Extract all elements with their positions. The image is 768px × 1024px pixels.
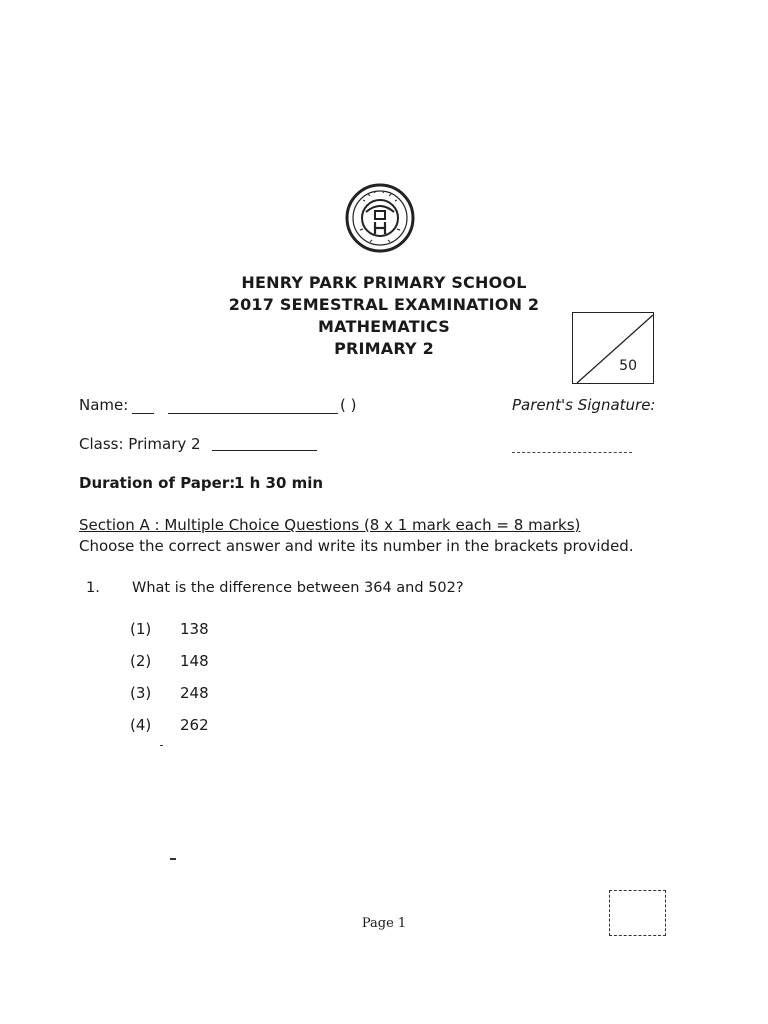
scan-mark xyxy=(160,745,163,746)
index-line[interactable] xyxy=(132,413,154,414)
section-instruction: Choose the correct answer and write its number in the brackets provided. xyxy=(79,537,634,555)
option-label: (3) xyxy=(130,684,152,702)
page-number: Page 1 xyxy=(361,916,407,931)
option-value: 138 xyxy=(180,620,209,638)
level-title: PRIMARY 2 xyxy=(334,339,434,358)
option-label: (2) xyxy=(130,652,152,670)
duration-label: Duration of Paper: xyxy=(79,474,236,492)
option-label: (4) xyxy=(130,716,152,734)
option-1[interactable] xyxy=(130,620,209,638)
name-label: Name: xyxy=(79,396,129,414)
exam-title: 2017 SEMESTRAL EXAMINATION 2 xyxy=(228,295,540,314)
school-crest-logo xyxy=(344,182,416,254)
register-brackets[interactable]: ( ) xyxy=(340,396,357,414)
school-name: HENRY PARK PRIMARY SCHOOL xyxy=(241,273,527,292)
scan-mark xyxy=(170,858,176,860)
option-3[interactable] xyxy=(130,684,209,702)
option-value: 148 xyxy=(180,652,209,670)
score-diagonal xyxy=(573,313,655,385)
option-4[interactable] xyxy=(130,716,209,734)
class-line[interactable] xyxy=(212,450,317,451)
score-total: 50 xyxy=(619,358,637,374)
score-box[interactable] xyxy=(572,312,654,384)
question-text: What is the difference between 364 and 502? xyxy=(132,580,464,596)
name-line[interactable] xyxy=(168,413,338,414)
subject-title: MATHEMATICS xyxy=(318,317,450,336)
parent-signature-line[interactable] xyxy=(512,452,632,453)
section-title: Section A : Multiple Choice Questions (8 x 1 mark each = 8 marks) xyxy=(79,516,581,534)
option-value: 262 xyxy=(180,716,209,734)
class-label: Class: Primary 2 xyxy=(79,435,201,453)
marks-box[interactable] xyxy=(609,890,666,936)
duration-value: 1 h 30 min xyxy=(234,474,324,492)
parent-signature-label: Parent's Signature: xyxy=(512,396,656,414)
question-number: 1. xyxy=(86,580,100,596)
option-label: (1) xyxy=(130,620,152,638)
option-value: 248 xyxy=(180,684,209,702)
option-2[interactable] xyxy=(130,652,209,670)
